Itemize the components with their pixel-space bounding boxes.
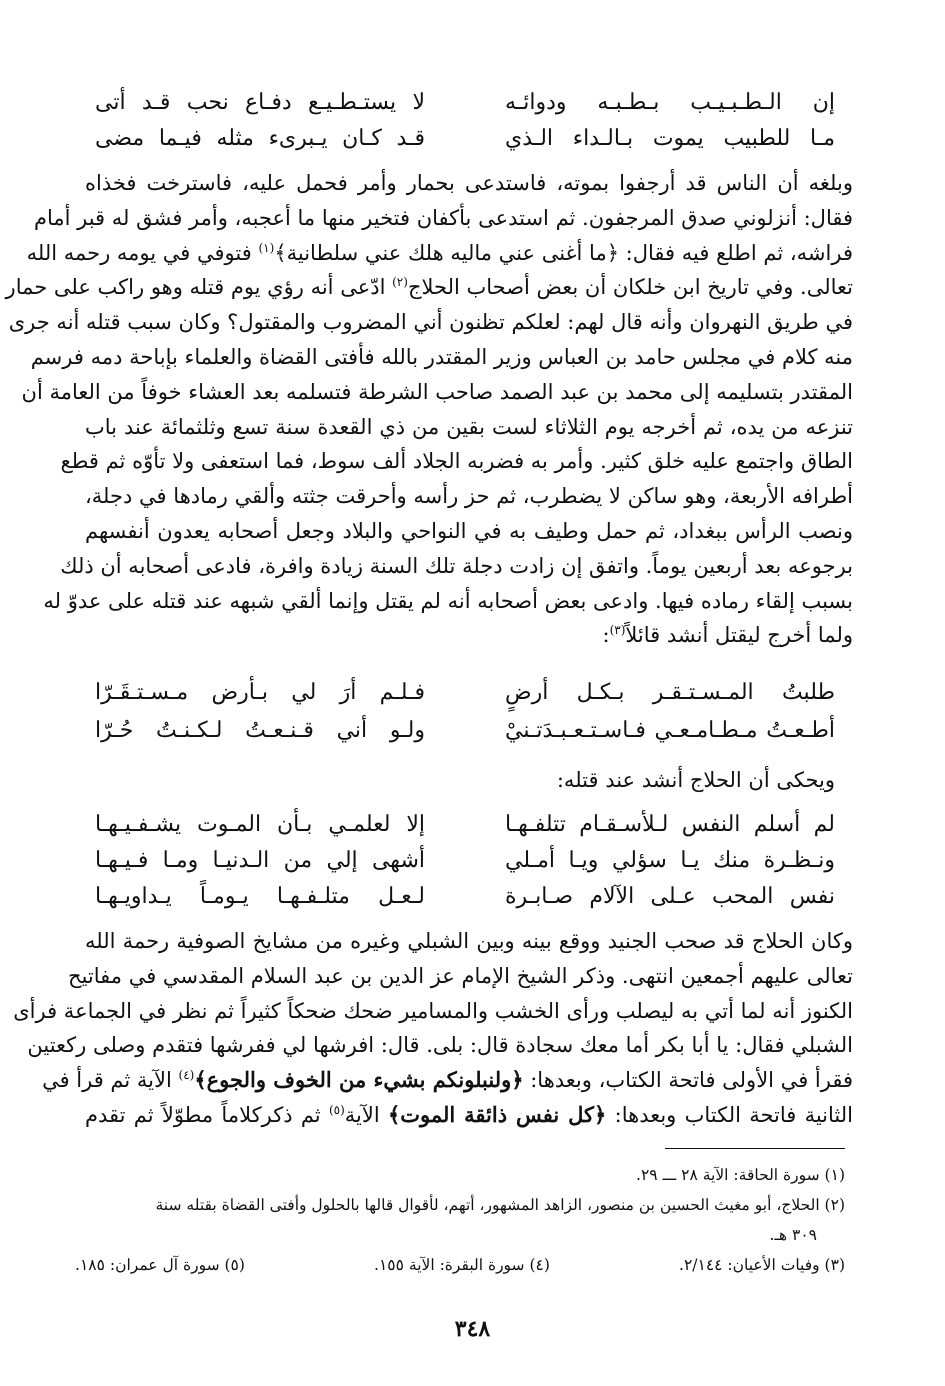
prose-line: فقال: أنزلوني صدق المرجفون. ثم استدعى بأكفان فتخير منها ما أعجبه، وأمر فشق له قبر أمام: [33, 205, 853, 230]
verse-hemistich-first: أطـعـتُ مـطـامـعـي فـاسـتـعـبـدَتـنيْ: [505, 718, 835, 743]
footnote-5: (٥) سورة آل عمران: ١٨٥.: [75, 1256, 245, 1274]
prose-block-1: [5, 166, 853, 653]
verse-hemistich-second: أشهى إلي من الـدنيـا ومـا فـيـهـا: [95, 848, 425, 873]
prose-line: [42, 1063, 853, 1098]
prose-line: وبلغه أن الناس قد أرجفوا بموته، فاستدعى بحمار وأمر فحمل عليه، فاسترخت فخذاه: [85, 171, 853, 195]
prose-line: أطرافه الأربعة، وهو ساكن لا يضطرب، ثم حز رأسه وأحرقت جثته وألقي رمادها في دجلة،: [85, 484, 853, 509]
verse-hemistich-second: قـد كـان يـبرىء مثله فيـما مضى: [95, 126, 425, 151]
prose-text: ولما أخرج ليقتل أنشد قائلاً: [625, 623, 853, 648]
verse-hemistich-second: لـعـل متلـفـهـا يـومـاً يـداويـهـا: [95, 884, 425, 909]
prose-text: ادّعى أنه رؤي يوم قتله وهو راكب على حمار: [5, 275, 386, 300]
prose-line: [85, 1098, 853, 1133]
prose-line: برجوعه بعد أربعين يوماً. واتفق إن زادت دجلة تلك السنة زيادة وافرة، فادعى أصحابه أن ذلك: [60, 553, 853, 578]
footnote-2-cont: ٣٠٩ هـ.: [769, 1226, 817, 1244]
verse-line: [95, 122, 835, 156]
prose-line: [5, 270, 853, 305]
prose-text: الثانية فاتحة الكتاب وبعدها:: [614, 1102, 853, 1127]
prose-line: ولما أخرج ليقتل أنشد قائلاً$^{(٣)}$:: [602, 623, 853, 648]
prose-text: الآية: [344, 1102, 380, 1127]
footnote-3: (٣) وفيات الأعيان: ٢/١٤٤.: [679, 1256, 845, 1274]
verse-line: [95, 880, 835, 914]
verse-hemistich-second: إلا لعلمـي بـأن المـوت يشـفـيـهـا: [95, 812, 425, 837]
prose-line: في طريق النهروان وأنه قال لهم: لعلكم تظنون أني المضروب والمقتول؟ وكان سبب قتله أنه جرى: [8, 310, 853, 335]
verse-hemistich-first: طلبتُ المـسـتـقـر بـكـل أرضٍ: [505, 680, 835, 705]
prose-line: الشبلي فقال: يا أبا بكر أما معك سجادة قال: بلى. قال: افرشها لي ففرشها فتقدم وصلى ركعتين: [27, 1033, 853, 1058]
verse-line: [95, 676, 835, 710]
prose-line: وكان الحلاج قد صحب الجنيد ووقع بينه وبين الشبلي وغيره من مشايخ الصوفية رحمة الله: [85, 929, 853, 953]
verse-hemistich-second: لا يستـطـيـع دفـاع نحب قـد أتى: [95, 90, 425, 115]
footnote-ref: (١): [258, 240, 275, 255]
prose-line: تنزعه من يده، ثم أخرجه يوم الثلاثاء لست بقين من ذي القعدة سنة تسع وثلثمائة عند باب: [85, 414, 853, 439]
prose-text: فتوفي في يومه رحمه الله: [26, 240, 252, 265]
quran-quote: ﴿ولنبلونكم بشيء من الخوف والجوع﴾: [194, 1067, 524, 1093]
verse-hemistich-first: لم أسلم النفس لـلأسـقـام تتلفـهـا: [505, 812, 835, 837]
footnote-ref: (٤): [178, 1068, 195, 1083]
verse-line: [95, 86, 835, 120]
prose-line: الطاق واجتمع عليه خلق كثير. وأمر به فضربه الجلاد ألف سوط، فما استعفى ولا تأوّه ثم قطع: [60, 449, 853, 474]
prose-line: بسبب إلقاء رماده فيها. وادعى بعض أصحابه أنه لم يقتل وإنما ألقي شبهه عند قتله على عدوّ له: [43, 588, 853, 613]
footnote-ref: (٢): [392, 275, 408, 290]
footnote-1: (١) سورة الحاقة: الآية ٢٨ ـــ ٢٩.: [636, 1166, 845, 1184]
verse-hemistich-first: نفس المحب عـلى الآلام صـابـرة: [505, 884, 835, 909]
page-number: ٣٤٨: [454, 1316, 491, 1342]
verse-line: [95, 714, 835, 748]
prose-text: الآية ثم قرأ في: [42, 1068, 172, 1093]
poem-intro: ويحكى أن الحلاج أنشد عند قتله:: [556, 768, 835, 792]
verse-hemistich-first: ونـظـرة منك يـا سؤلي ويـا أمـلي: [505, 848, 835, 873]
prose-block-2: [13, 924, 853, 1133]
prose-line: منه كلام في مجلس حامد بن العباس وزير المقتدر بالله فأفتى القضاة والعلماء بإباحة دمه فرسم: [30, 344, 853, 369]
footnote-4: (٤) سورة البقرة: الآية ١٥٥.: [374, 1256, 550, 1274]
prose-line: ونصب الرأس ببغداد، ثم حمل وطيف به في النواحي والبلاد وجعل أصحابه يعدون أنفسهم: [85, 518, 853, 543]
footnote-row: [75, 1250, 845, 1280]
quran-quote: ﴿كل نفس ذائقة الموت﴾: [387, 1101, 607, 1127]
prose-line: الكنوز أنه لما أتي به ليصلب ورأى الخشب والمسامير ضحك ضحكاً كثيراً ثم نظر في الجماعة فرأى: [13, 998, 853, 1023]
prose-line: تعالى عليهم أجمعين انتهى. وذكر الشيخ الإمام عز الدين بن عبد السلام المقدسي في مفاتيح: [68, 963, 853, 988]
prose-text: تعالى. وفي تاريخ ابن خلكان أن بعض أصحاب الحلاج: [407, 275, 853, 300]
verse-hemistich-second: فـلـم أرَ لي بـأرض مـسـتـقَـرّا: [95, 680, 425, 705]
prose-text: فقرأ في الأولى فاتحة الكتاب، وبعدها:: [530, 1068, 853, 1093]
prose-line: المقتدر بتسليمه إلى محمد بن عبد الصمد صاحب الشرطة فتسلمه بعد العشاء خوفاً من العامة أن: [21, 379, 853, 404]
verse-hemistich-first: إن الـطـبـيـب بـطـبـه ودوائـه: [505, 90, 835, 115]
verse-line: [95, 808, 835, 842]
prose-text: ثم ذكركلاماً مطوّلاً ثم تقدم: [85, 1102, 321, 1127]
footnote-ref: (٣): [609, 623, 626, 638]
prose-text: فراشه، ثم اطلع فيه فقال: ﴿ما أغنى عني ماليه هلك عني سلطانية﴾: [274, 240, 853, 265]
footnote-2: (٢) الحلاج، أبو مغيث الحسين بن منصور، الزاهد المشهور، أتهم، لأقوال قالها بالحلول وأفتى القضاة بقتله سنة: [155, 1196, 845, 1214]
footnote-ref: (٥): [328, 1102, 345, 1117]
footnotes: [75, 1160, 845, 1280]
prose-line: [26, 236, 853, 271]
footnote-divider: [665, 1148, 845, 1149]
verse-line: [95, 844, 835, 878]
verse-hemistich-second: ولـو أني قـنـعـتُ لـكـنـتُ حُـرّا: [95, 718, 425, 743]
verse-hemistich-first: مـا للطبيب يموت بـالـداء الـذي: [505, 126, 835, 151]
